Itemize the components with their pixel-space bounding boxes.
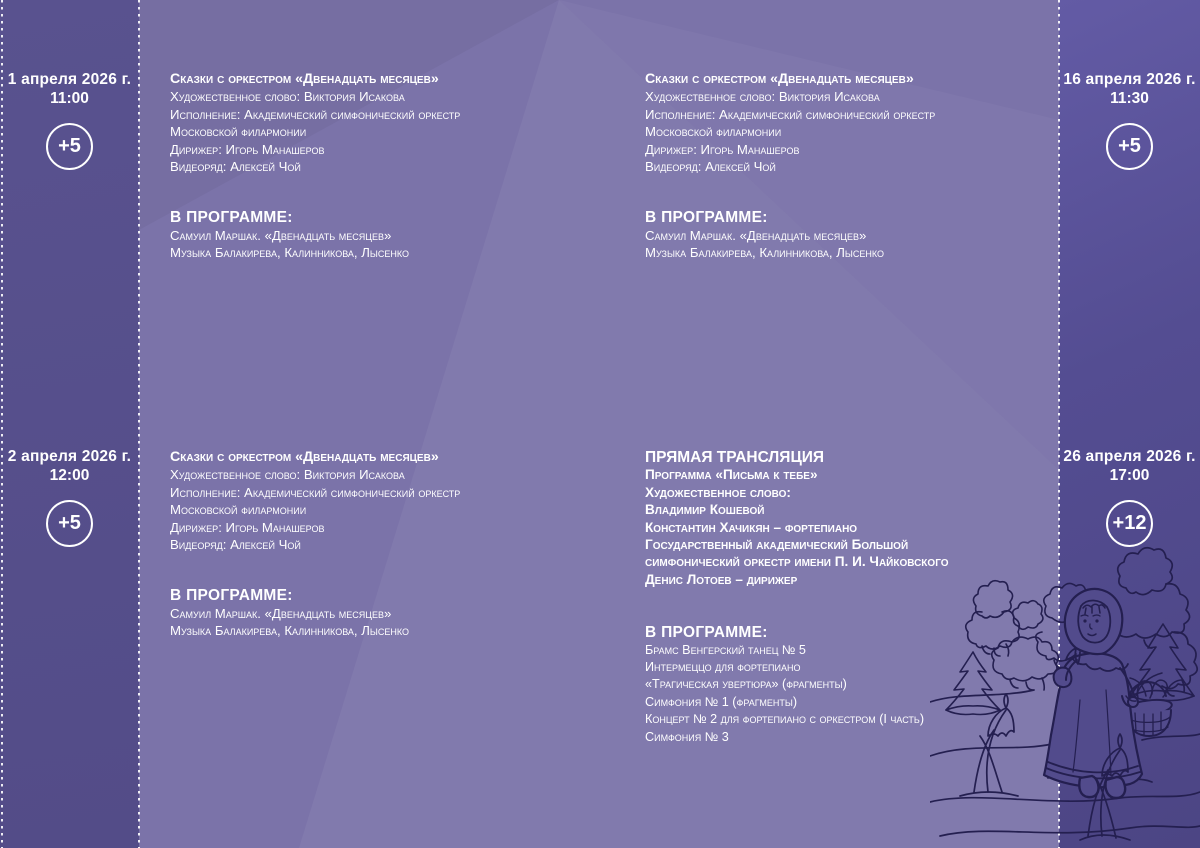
age-rating-badge: +5 — [46, 500, 93, 547]
fold-dotted-line-left-edge — [1, 0, 3, 848]
session-left-2 — [0, 447, 139, 547]
left-date-rail — [0, 0, 139, 848]
program-line: Концерт № 2 для фортепиано с оркестром (I часть) — [645, 712, 925, 727]
age-rating-badge: +5 — [1106, 123, 1153, 170]
session-date: 16 апреля 2026 г. — [1063, 71, 1196, 88]
event-block-fairy-tale-3 — [170, 449, 630, 640]
credit-line: Константин Хачикян – фортепиано — [645, 519, 858, 535]
credit-line: Видеоряд: Алексей Чой — [170, 537, 301, 553]
session-right-1 — [1059, 70, 1200, 170]
program-line: Брамс Венгерский танец № 5 — [645, 642, 806, 657]
credit-line: Художественное слово: Виктория Исакова — [170, 467, 405, 483]
credit-line: Видеоряд: Алексей Чой — [170, 159, 301, 175]
credit-line: Владимир Кошевой — [645, 502, 765, 518]
credit-line: Художественное слово: — [645, 484, 791, 500]
session-time: 17:00 — [1109, 467, 1150, 484]
age-rating-badge: +12 — [1106, 500, 1153, 547]
session-date: 2 апреля 2026 г. — [7, 448, 132, 465]
program-line: Музыка Балакирева, Калинникова, Лысенко — [645, 245, 885, 261]
credit-line: симфонический оркестр имени П. И. Чайковского — [645, 554, 949, 570]
program-line: Интермеццо для фортепиано — [645, 660, 801, 675]
event-title: Сказки с оркестром «Двенадцать месяцев» — [645, 71, 914, 87]
event-block-fairy-tale-2 — [645, 71, 1055, 262]
credit-line: Программа «Письма к тебе» — [645, 467, 818, 483]
program-line: «Трагическая увертюра» (фрагменты) — [645, 677, 847, 692]
program-label: В ПРОГРАММЕ: — [645, 624, 768, 642]
session-date: 26 апреля 2026 г. — [1063, 448, 1196, 465]
session-time: 12:00 — [49, 467, 90, 484]
event-block-fairy-tale-1 — [170, 71, 630, 262]
event-title: Сказки с оркестром «Двенадцать месяцев» — [170, 71, 439, 87]
fold-dotted-line-left — [138, 0, 140, 848]
event-title: ПРЯМАЯ ТРАНСЛЯЦИЯ — [645, 449, 825, 466]
session-left-1 — [0, 70, 139, 170]
credit-line: Видеоряд: Алексей Чой — [645, 159, 776, 175]
credit-line: Дирижер: Игорь Манашеров — [170, 519, 325, 535]
age-rating-badge: +5 — [46, 123, 93, 170]
credit-line: Денис Лотоев – дирижер — [645, 571, 798, 587]
program-line: Музыка Балакирева, Калинникова, Лысенко — [170, 245, 410, 261]
event-title: Сказки с оркестром «Двенадцать месяцев» — [170, 449, 439, 465]
program-line: Симфония № 1 (фрагменты) — [645, 694, 798, 709]
session-date: 1 апреля 2026 г. — [7, 71, 132, 88]
program-line: Самуил Маршак. «Двенадцать месяцев» — [170, 227, 392, 243]
credit-line: Дирижер: Игорь Манашеров — [645, 141, 800, 157]
program-label: В ПРОГРАММЕ: — [170, 587, 293, 605]
session-time: 11:00 — [50, 90, 89, 107]
program-line: Симфония № 3 — [645, 729, 729, 744]
credit-line: Московской филармонии — [645, 124, 782, 140]
program-label: В ПРОГРАММЕ: — [645, 209, 768, 227]
event-block-broadcast — [645, 449, 1055, 746]
program-line: Самуил Маршак. «Двенадцать месяцев» — [645, 227, 867, 243]
credit-line: Дирижер: Игорь Манашеров — [170, 141, 325, 157]
program-line: Музыка Балакирева, Калинникова, Лысенко — [170, 623, 410, 639]
program-label: В ПРОГРАММЕ: — [170, 209, 293, 227]
session-right-2 — [1059, 447, 1200, 547]
credit-line: Исполнение: Академический симфонический оркестр — [170, 484, 461, 500]
credit-line: Исполнение: Академический симфонический оркестр — [170, 106, 461, 122]
credit-line: Художественное слово: Виктория Исакова — [645, 89, 880, 105]
program-line: Самуил Маршак. «Двенадцать месяцев» — [170, 605, 392, 621]
credit-line: Московской филармонии — [170, 124, 307, 140]
credit-line: Государственный академический Большой — [645, 537, 909, 553]
credit-line: Исполнение: Академический симфонический оркестр — [645, 106, 936, 122]
credit-line: Московской филармонии — [170, 502, 307, 518]
credit-line: Художественное слово: Виктория Исакова — [170, 89, 405, 105]
session-time: 11:30 — [1110, 90, 1149, 107]
